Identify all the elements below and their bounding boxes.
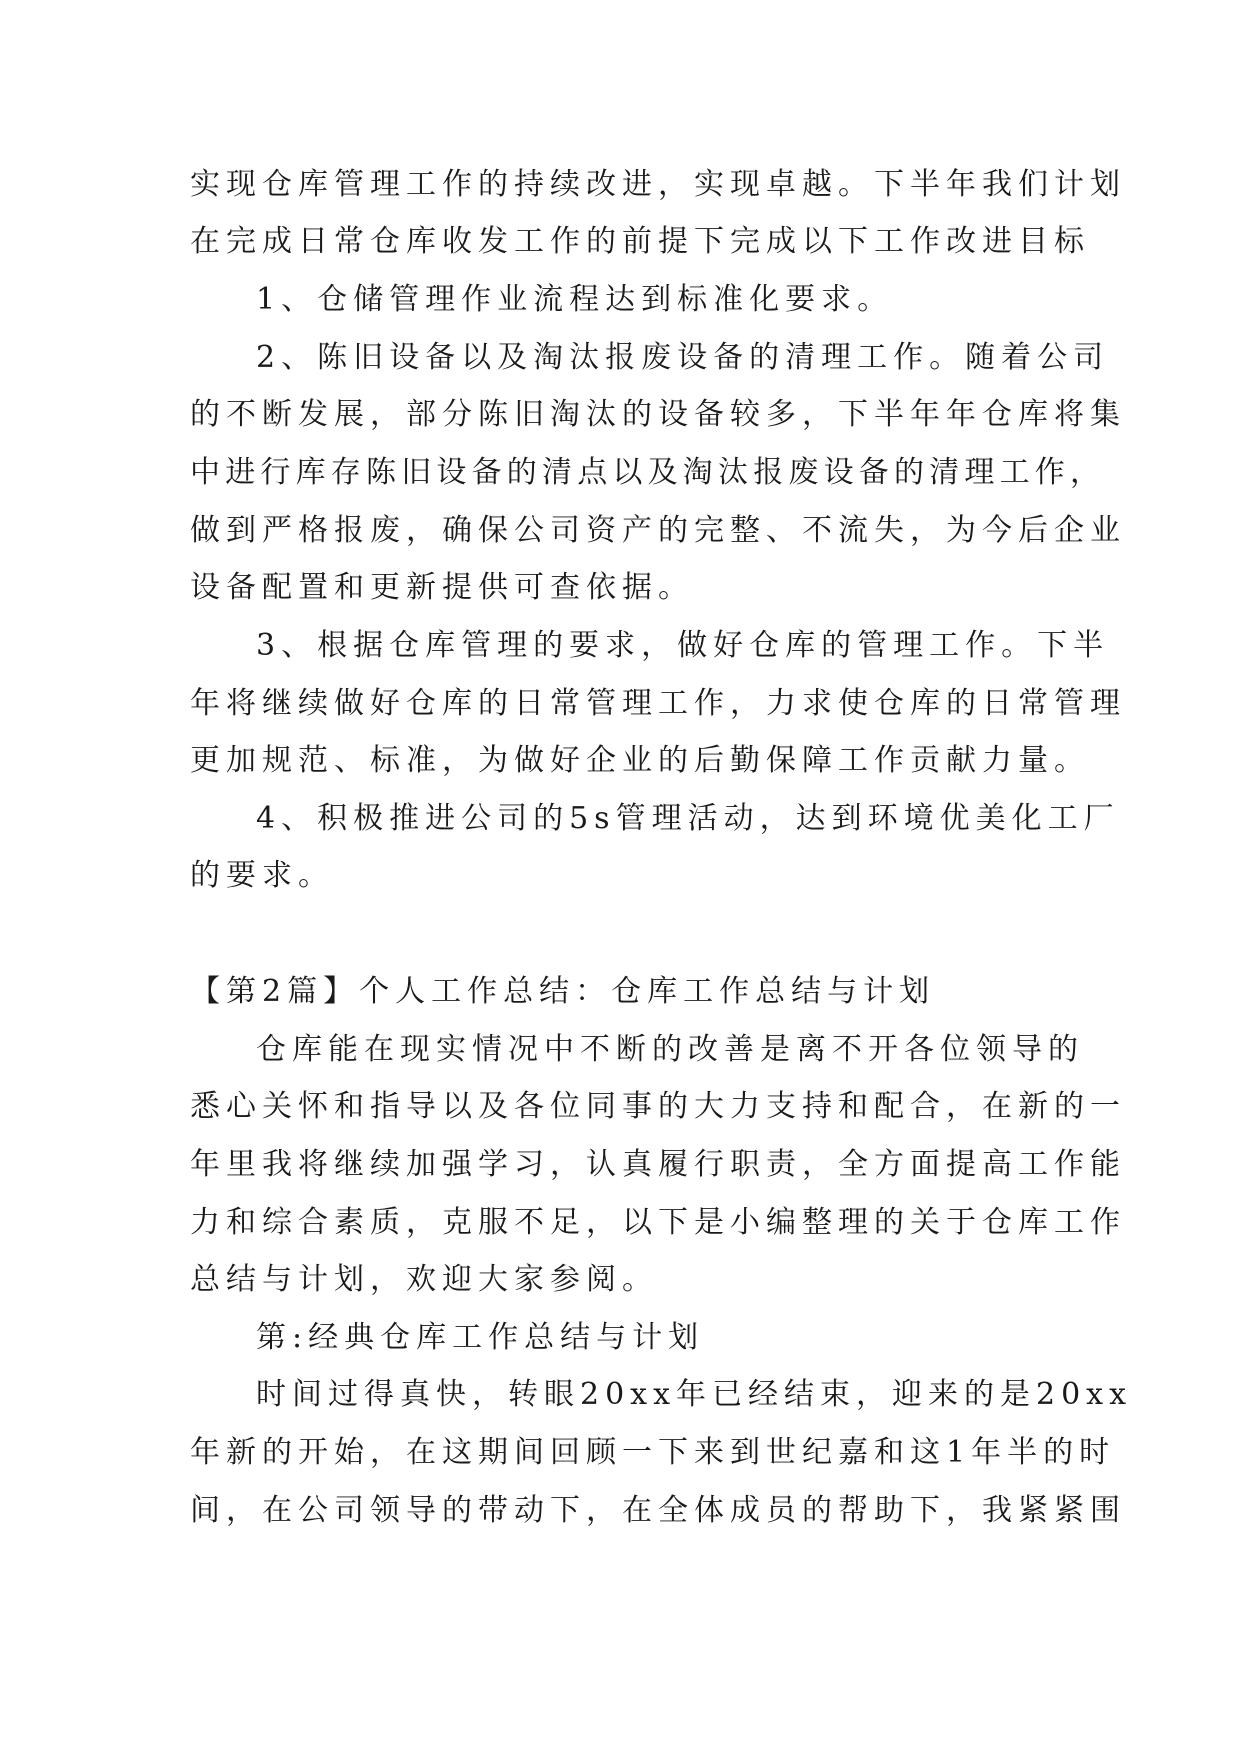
paragraph-line: 年新的开始，在这期间回顾一下来到世纪嘉和这1年半的时 — [190, 1435, 1116, 1470]
paragraph-line: 总结与计划，欢迎大家参阅。 — [190, 1262, 658, 1297]
paragraph-line: 做到严格报废，确保公司资产的完整、不流失，为今后企业 — [190, 513, 1126, 548]
paragraph-line: 悉心关怀和指导以及各位同事的大力支持和配合，在新的一 — [190, 1089, 1126, 1124]
paragraph-line: 在完成日常仓库收发工作的前提下完成以下工作改进目标 — [190, 224, 1090, 259]
paragraph-line: 的要求。 — [190, 858, 334, 893]
paragraph-line: 实现仓库管理工作的持续改进，实现卓越。下半年我们计划 — [190, 167, 1126, 202]
paragraph-line: 时间过得真快，转眼20xx年已经结束，迎来的是20xx — [256, 1377, 1133, 1412]
paragraph-line: 的不断发展，部分陈旧淘汰的设备较多，下半年年仓库将集 — [190, 397, 1126, 432]
paragraph-line: 年里我将继续加强学习，认真履行职责，全方面提高工作能 — [190, 1147, 1126, 1182]
paragraph-line: 设备配置和更新提供可查依据。 — [190, 570, 694, 605]
list-item-3: 3、根据仓库管理的要求，做好仓库的管理工作。下半 — [256, 628, 1110, 663]
paragraph-line: 中进行库存陈旧设备的清点以及淘汰报废设备的清理工作， — [190, 455, 1106, 490]
section-heading: 【第2篇】个人工作总结：仓库工作总结与计划 — [190, 974, 936, 1009]
subheading: 第:经典仓库工作总结与计划 — [256, 1320, 705, 1355]
paragraph-line: 年将继续做好仓库的日常管理工作，力求使仓库的日常管理 — [190, 686, 1126, 721]
paragraph-line: 间，在公司领导的带动下，在全体成员的帮助下，我紧紧围 — [190, 1493, 1126, 1528]
paragraph-line: 力和综合素质，克服不足，以下是小编整理的关于仓库工作 — [190, 1205, 1126, 1240]
paragraph-line: 更加规范、标准，为做好企业的后勤保障工作贡献力量。 — [190, 743, 1090, 778]
list-item-1: 1、仓储管理作业流程达到标准化要求。 — [256, 282, 894, 317]
paragraph-line: 仓库能在现实情况中不断的改善是离不开各位领导的 — [256, 1032, 1084, 1067]
list-item-2: 2、陈旧设备以及淘汰报废设备的清理工作。随着公司 — [256, 340, 1110, 375]
list-item-4: 4、积极推进公司的5s管理活动，达到环境优美化工厂 — [256, 801, 1120, 836]
